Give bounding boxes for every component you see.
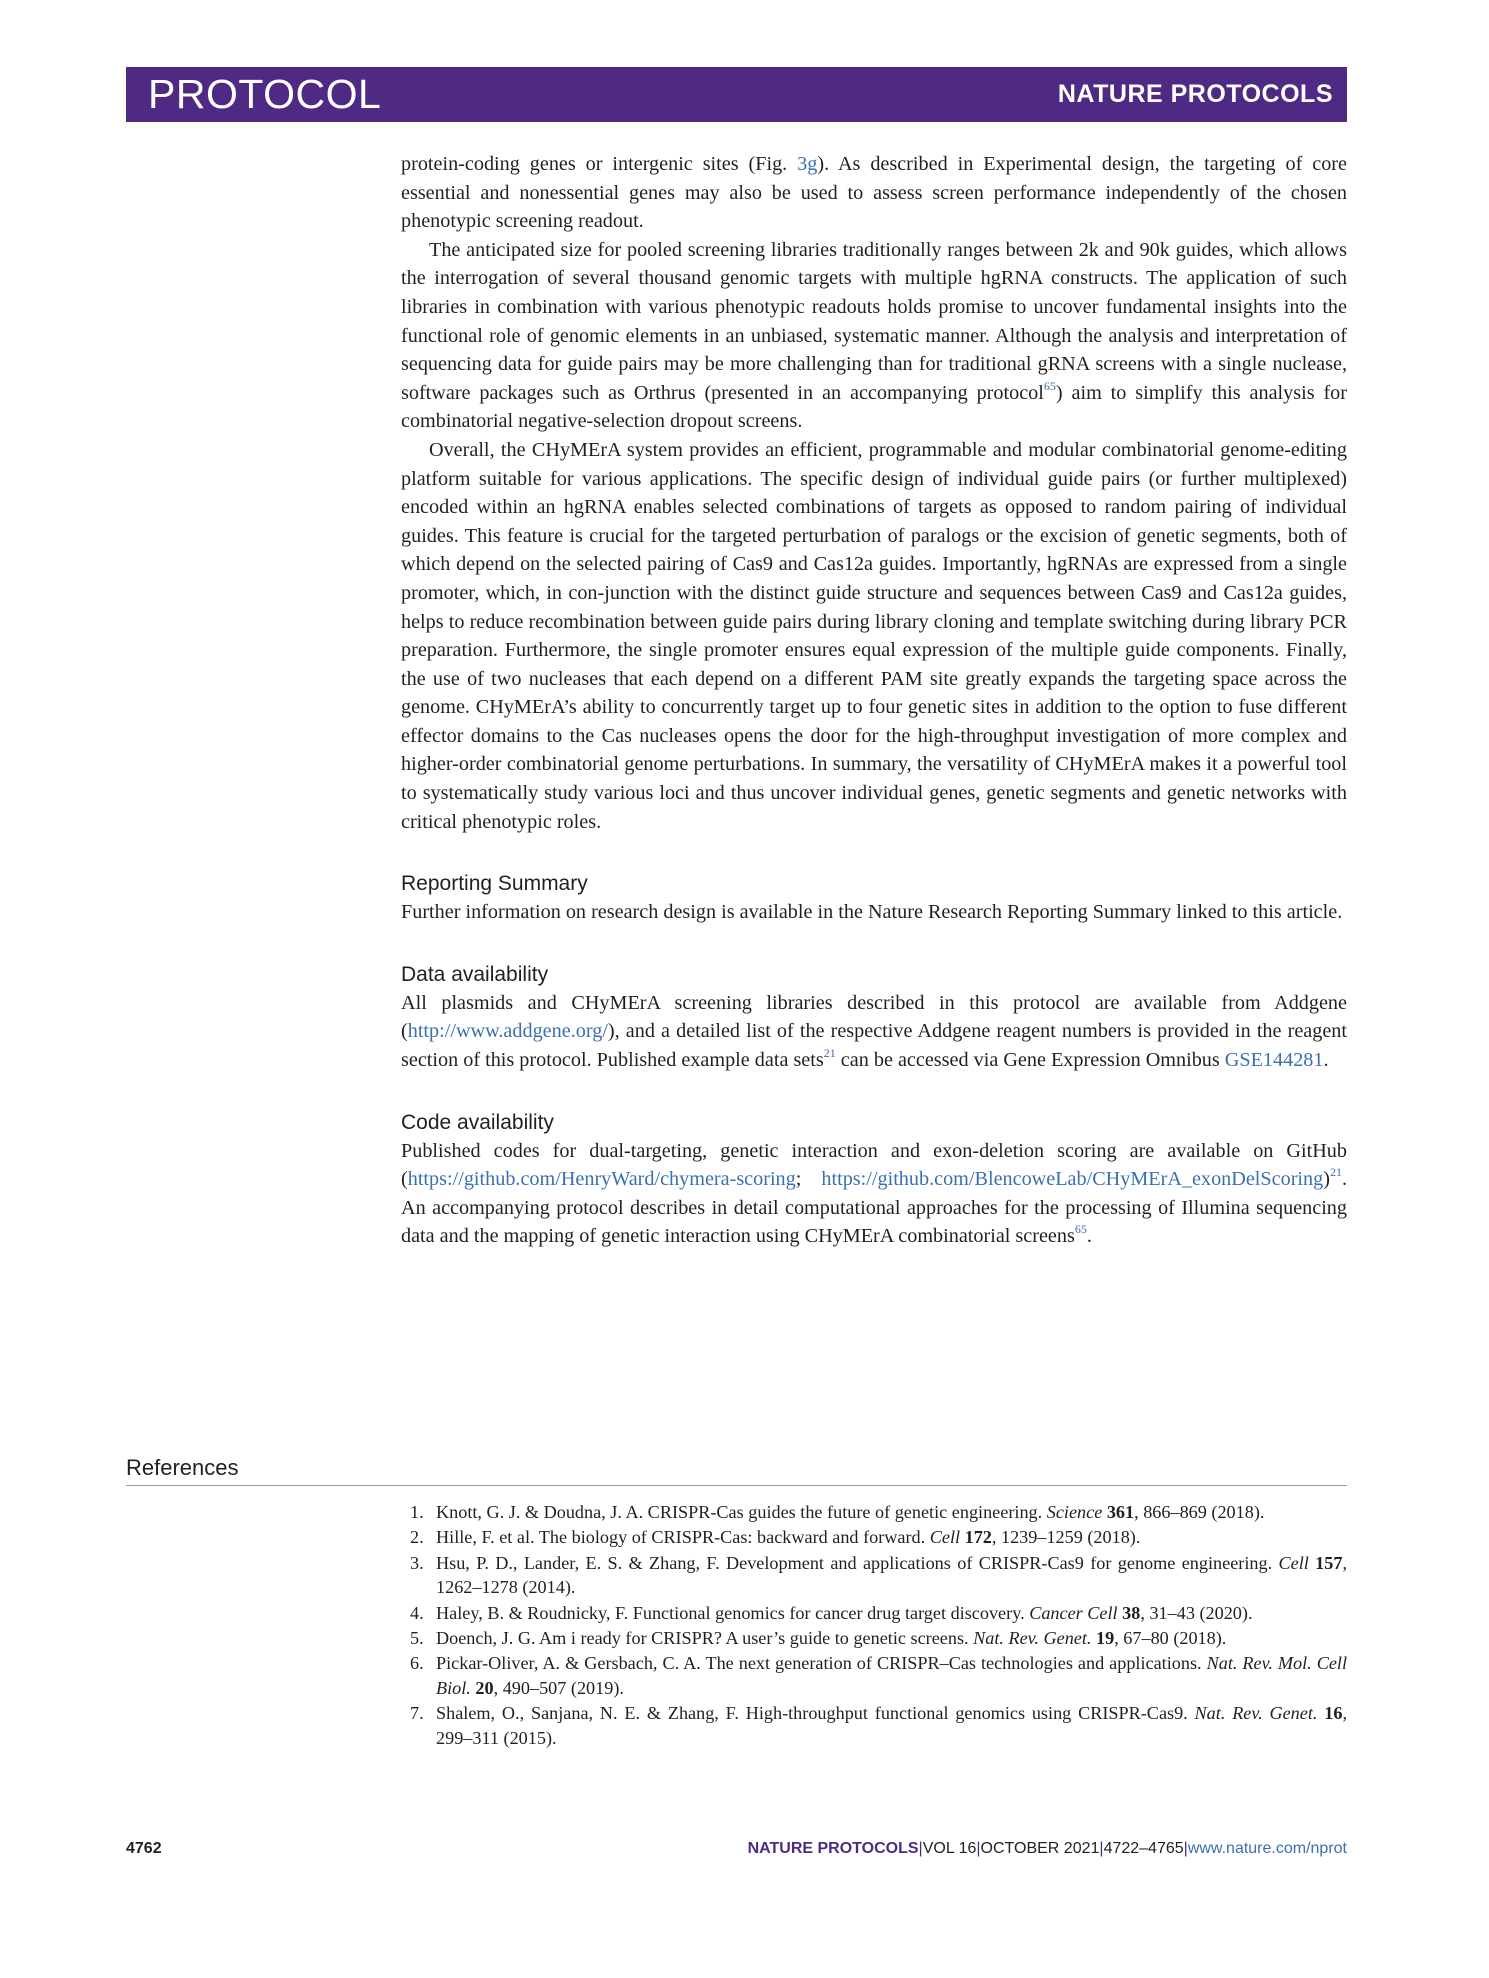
figure-link[interactable]: 3g [797, 153, 818, 175]
reference-number: 3. [410, 1552, 424, 1573]
reference-volume: 172 [964, 1527, 992, 1548]
article-type-label: PROTOCOL [148, 71, 382, 117]
citation-link[interactable]: 21 [823, 1046, 836, 1061]
code-availability-section [401, 1109, 1347, 1251]
reference-volume: 38 [1122, 1602, 1141, 1623]
reference-text: Pickar-Oliver, A. & Gersbach, C. A. The next generation of CRISPR–Cas technologies and applications. Nat. Rev. Mol. Cell Biol. 20, 490–507 (2019). [436, 1653, 1348, 1698]
reference-volume: 361 [1106, 1502, 1135, 1522]
paragraph-1: protein-coding genes or intergenic sites (Fig. 3g). As described in Experimental design, the targeting of core essential and nonessential genes may also be used to assess screen performance independently of the chosen phenotypic screening readout. [401, 153, 1347, 233]
reference-journal: Nat. Rev. Genet. [973, 1628, 1092, 1649]
reporting-summary-heading: Reporting Summary [401, 872, 588, 896]
paragraph-3: Overall, the CHyMErA system provides an efficient, programmable and modular combinatorial genome-editing platform suitable for various applications. The specific design of individual guide pairs (or further multiplexed) encoded within an hgRNA enables selected combinations of targets as opposed to random pairing of individual guides. This feature is crucial for the targeted perturbation of paralogs or the excision of genetic segments, both of which depend on the selected pairing of Cas9 and Cas12a guides. Importantly, hgRNAs are expressed from a single promoter, which, in con-junction with the distinct guide structure and sequences between Cas9 and Cas12a guides, helps to reduce recombination between guide pairs during library cloning and template switching during library PCR preparation. Furthermore, the single promoter ensures equal expression of the multiple guide components. Finally, the use of two nucleases that each depend on a different PAM site greatly expands the targeting space across the genome. CHyMErA’s ability to concurrently target up to four genetic sites in addition to the option to fuse different effector domains to the Cas nucleases opens the door for the high-throughput investigation of more complex and higher-order combinatorial genome perturbations. In summary, the versatility of CHyMErA makes it a powerful tool to systematically study various loci and thus uncover individual genes, genetic segments and genetic networks with critical phenotypic roles. [401, 438, 1347, 833]
reference-text: Haley, B. & Roudnicky, F. Functional genomics for cancer drug target discovery. Cancer Cell 38, 31–43 (2020). [436, 1602, 1253, 1623]
reporting-summary-section [401, 870, 1347, 927]
header-banner [126, 67, 1347, 122]
github-link-chymera-scoring[interactable]: https://github.com/HenryWard/chymera-scoring [407, 1168, 796, 1191]
geo-link[interactable]: GSE144281 [1224, 1049, 1324, 1072]
addgene-link[interactable]: http://www.addgene.org/ [407, 1020, 608, 1043]
reference-volume: 20 [475, 1677, 494, 1698]
footer-citation: NATURE PROTOCOLS|VOL 16|OCTOBER 2021|4722–4765|www.nature.com/nprot [747, 1840, 1347, 1857]
citation-link[interactable]: 21 [1329, 1165, 1342, 1180]
data-availability-text: All plasmids and CHyMErA screening libraries described in this protocol are available from Addgene (http://www.addgene.org/), and a detailed list of the respective Addgene reagent numbers is provided in the reagent section of this protocol. Published example data sets$^{21}$ can be accessed via Gene Expression Omnibus GSE144281. [401, 991, 1347, 1072]
reference-volume: 16 [1324, 1703, 1343, 1724]
page-number: 4762 [126, 1840, 162, 1857]
reference-number: 1. [410, 1502, 424, 1522]
footer-journal: NATURE PROTOCOLS [747, 1840, 919, 1857]
reference-text: Shalem, O., Sanjana, N. E. & Zhang, F. High-throughput functional genomics using CRISPR-Cas9. Nat. Rev. Genet. 16, 299–311 (2015). [436, 1703, 1347, 1748]
references-heading: References [126, 1455, 239, 1480]
reference-number: 5. [410, 1628, 424, 1649]
main-text [401, 150, 1347, 1251]
reference-item [410, 1626, 1347, 1650]
reference-number: 2. [410, 1527, 424, 1548]
reference-item [410, 1601, 1347, 1625]
reference-number: 4. [410, 1602, 424, 1623]
reference-number: 7. [410, 1703, 424, 1724]
citation-link[interactable]: 65 [1074, 1222, 1087, 1237]
footer-volume: VOL 16 [922, 1840, 977, 1857]
code-availability-text: Published codes for dual-targeting, genetic interaction and exon-deletion scoring are available on GitHub (https://github.com/HenryWard/chymera-scoring; https://github.com/BlencoweLab/CHyMErA_exonDelScoring)$^{21}$. An accompanying protocol describes in detail computational approaches for the processing of Illumina sequencing data and the mapping of genetic interaction using CHyMErA combinatorial screens$^{65}$. [401, 1139, 1347, 1248]
footer-date: OCTOBER 2021 [980, 1840, 1100, 1857]
reference-volume: 157 [1315, 1552, 1343, 1573]
data-availability-heading: Data availability [401, 962, 549, 986]
footer-pages: 4722–4765 [1103, 1840, 1184, 1857]
reference-item [410, 1551, 1347, 1600]
reference-item [410, 1500, 1347, 1524]
reference-list [410, 1500, 1347, 1751]
reference-journal: Cancer Cell [1029, 1602, 1118, 1623]
code-availability-heading: Code availability [401, 1110, 554, 1134]
reference-item [410, 1525, 1347, 1549]
reference-text: Hsu, P. D., Lander, E. S. & Zhang, F. Development and applications of CRISPR-Cas9 for genome engineering. Cell 157, 1262–1278 (2014). [436, 1552, 1347, 1598]
reference-journal: Nat. Rev. Genet. [1194, 1703, 1318, 1724]
references-divider [126, 1485, 1347, 1486]
data-availability-section [401, 961, 1347, 1075]
citation-link[interactable]: 65 [1043, 378, 1056, 393]
reference-number: 6. [410, 1653, 424, 1674]
reference-item [410, 1651, 1347, 1700]
reference-journal: Cell [929, 1527, 961, 1548]
reference-journal: Nat. Rev. Mol. Cell Biol. [436, 1653, 1348, 1698]
reference-item [410, 1701, 1347, 1750]
reference-text: Knott, G. J. & Doudna, J. A. CRISPR-Cas guides the future of genetic engineering. Science 361, 866–869 (2018). [436, 1502, 1265, 1522]
reference-journal: Science [1046, 1502, 1103, 1522]
reference-volume: 19 [1096, 1628, 1115, 1649]
footer-url[interactable]: www.nature.com/nprot [1187, 1840, 1347, 1857]
reference-journal: Cell [1278, 1552, 1309, 1573]
reporting-summary-text: Further information on research design is available in the Nature Research Reporting Summary linked to this article. [401, 901, 1343, 924]
journal-name: NATURE PROTOCOLS [1057, 80, 1333, 108]
github-link-exondelscoring[interactable]: https://github.com/BlencoweLab/CHyMErA_exonDelScoring [821, 1168, 1324, 1191]
paragraph-2: The anticipated size for pooled screening libraries traditionally ranges between 2k and 90k guides, which allows the interrogation of several thousand genomic targets with multiple hgRNA constructs. The application of such libraries in combination with various phenotypic readouts holds promise to uncover fundamental insights into the functional role of genomic elements in an unbiased, systematic manner. Although the analysis and interpretation of sequencing data for guide pairs may be more challenging than for traditional gRNA screens with a single nuclease, software packages such as Orthrus (presented in an accompanying protocol$^{65}$) aim to simplify this analysis for combinatorial negative-selection dropout screens. [401, 238, 1347, 433]
reference-text: Doench, J. G. Am i ready for CRISPR? A user’s guide to genetic screens. Nat. Rev. Genet. 19, 67–80 (2018). [436, 1628, 1227, 1649]
reference-text: Hille, F. et al. The biology of CRISPR-Cas: backward and forward. Cell 172, 1239–1259 (2018). [436, 1527, 1141, 1548]
